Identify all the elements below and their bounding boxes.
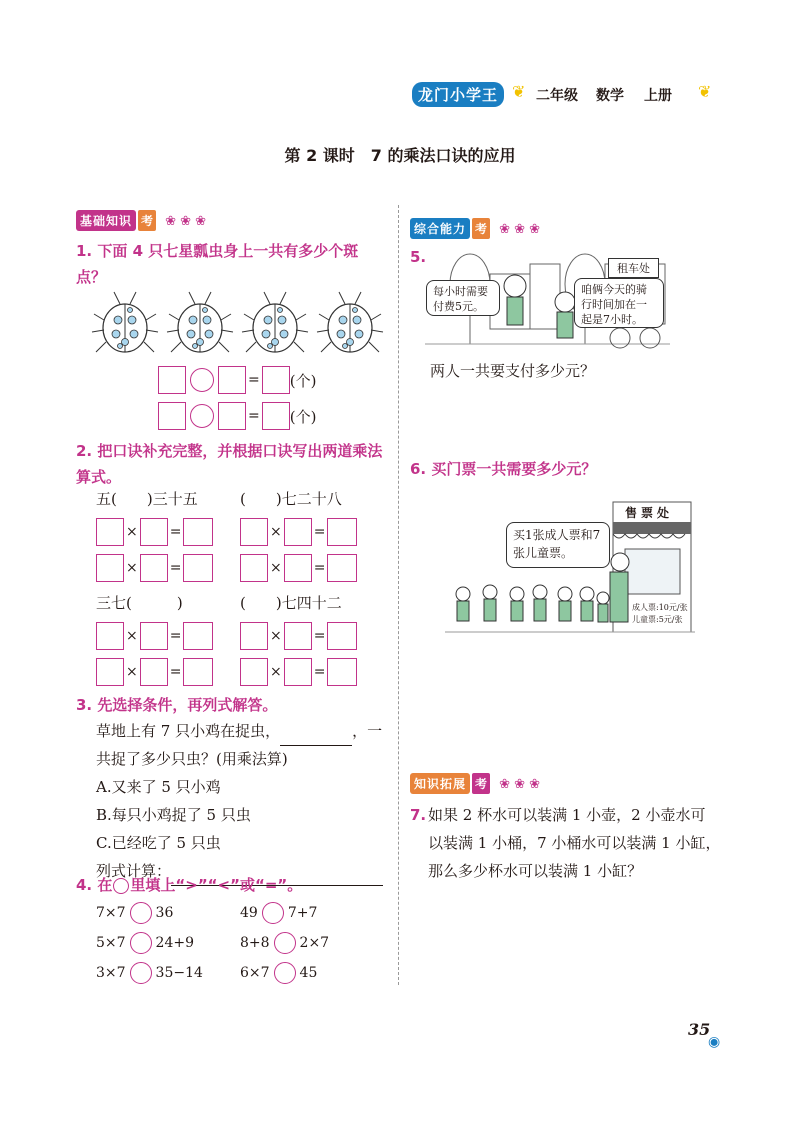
compare-item: 3×7 35−14 — [96, 962, 203, 984]
compare-circle[interactable] — [274, 932, 296, 954]
compare-circle[interactable] — [130, 962, 152, 984]
compare-item: 8+8 2×7 — [240, 932, 329, 954]
butterfly-decor-icon: ❀ ❀ ❀ — [165, 214, 207, 229]
compare-item: 5×7 24+9 — [96, 932, 194, 954]
q2-number: 2. — [76, 442, 93, 460]
q5-number: 5. — [410, 248, 427, 266]
unit-label: (个) — [289, 371, 317, 390]
unit-label: (个) — [289, 407, 317, 426]
rental-shop-sign: 租车处 — [608, 258, 659, 278]
section-label: 知识拓展 — [410, 773, 470, 794]
answer-box[interactable] — [158, 402, 186, 430]
answer-box[interactable] — [96, 518, 124, 546]
kao-badge: 考 — [138, 210, 156, 231]
answer-box[interactable] — [327, 658, 357, 686]
speech-bubble-2: 咱俩今天的骑行时间加在一起是7小时。 — [574, 278, 664, 328]
section-label: 基础知识 — [76, 210, 136, 231]
q3-text: 3. 先选择条件，再列式解答。 — [76, 696, 278, 714]
kao-badge: 考 — [472, 773, 490, 794]
q7-line2: 以装满 1 小桶，7 小桶水可以装满 1 小缸， — [428, 834, 721, 852]
answer-box[interactable] — [262, 366, 290, 394]
adult-price-label: 成人票:10元/张 — [632, 603, 688, 612]
q2-eq-row: × = — [96, 554, 213, 582]
q1-equation-row: = (个) — [158, 366, 316, 394]
answer-box[interactable] — [327, 518, 357, 546]
butterfly-icon: ❦ — [698, 82, 712, 101]
brand-logo: 龙门小学王 — [412, 82, 504, 107]
compare-circle[interactable] — [274, 962, 296, 984]
compare-circle[interactable] — [262, 902, 284, 924]
circle-symbol-icon — [113, 878, 129, 894]
answer-box[interactable] — [183, 622, 213, 650]
ladybugs-illustration — [90, 290, 390, 360]
compare-item: 7×7 36 — [96, 902, 173, 924]
kao-badge: 考 — [472, 218, 490, 239]
child-price-label: 儿童票:5元/张 — [632, 615, 683, 624]
answer-box[interactable] — [218, 366, 246, 394]
lesson-title: 第 2 课时 7 的乘法口诀的应用 — [284, 146, 516, 165]
q3-line1: 草地上有 7 只小鸡在捉虫， ，一 — [96, 716, 382, 746]
q3-line2: 共捉了多少只虫？(用乘法算) — [96, 750, 288, 768]
answer-box[interactable] — [140, 554, 168, 582]
q3-option-b: B.每只小鸡捉了 5 只虫 — [96, 806, 251, 824]
q2-eq-row: × = — [240, 658, 357, 686]
q5-question: 两人一共要支付多少元？ — [430, 362, 596, 380]
rhyme-2: ( )七二十八 — [240, 490, 342, 508]
speech-bubble-1: 每小时需要付费5元。 — [426, 280, 500, 316]
ticket-booth-sign: 售票处 — [625, 506, 674, 520]
answer-box[interactable] — [327, 622, 357, 650]
answer-box[interactable] — [218, 402, 246, 430]
q2-text: 2. 把口诀补充完整，并根据口诀写出两道乘法算式。 — [76, 442, 383, 486]
q2-eq-row: × = — [96, 622, 213, 650]
q2-eq-row: × = — [240, 554, 357, 582]
answer-box[interactable] — [240, 518, 268, 546]
q1-number: 1. — [76, 242, 93, 260]
q1-text: 1. 下面 4 只七星瓢虫身上一共有多少个斑点？ — [76, 242, 359, 286]
butterfly-icon: ❦ — [512, 82, 526, 101]
snail-icon: ◉ — [708, 1034, 721, 1050]
answer-box[interactable] — [183, 658, 213, 686]
answer-box[interactable] — [96, 554, 124, 582]
speech-bubble-ticket: 买1张成人票和7张儿童票。 — [506, 522, 610, 568]
page-number: 35 — [688, 1020, 711, 1039]
operator-circle[interactable] — [190, 368, 214, 392]
operator-circle[interactable] — [190, 404, 214, 428]
answer-box[interactable] — [284, 658, 312, 686]
answer-box[interactable] — [284, 622, 312, 650]
compare-circle[interactable] — [130, 902, 152, 924]
answer-box[interactable] — [183, 518, 213, 546]
compare-item: 6×7 45 — [240, 962, 317, 984]
answer-box[interactable] — [262, 402, 290, 430]
answer-box[interactable] — [96, 658, 124, 686]
q7-line1: 如果 2 杯水可以装满 1 小壶，2 小壶水可 — [428, 806, 706, 824]
subject-label: 数学 — [596, 88, 624, 104]
condition-blank[interactable] — [280, 725, 352, 746]
answer-box[interactable] — [284, 554, 312, 582]
answer-box[interactable] — [96, 622, 124, 650]
answer-box[interactable] — [158, 366, 186, 394]
q4-number: 4. — [76, 876, 93, 894]
q3-option-a: A.又来了 5 只小鸡 — [96, 778, 221, 796]
rhyme-4: ( )七四十二 — [240, 594, 342, 612]
q3-number: 3. — [76, 696, 93, 714]
q6-number: 6. — [410, 460, 427, 478]
column-divider — [398, 205, 399, 985]
butterfly-decor-icon: ❀ ❀ ❀ — [499, 777, 541, 792]
q1-equation-row: = (个) — [158, 402, 316, 430]
volume-label: 上册 — [644, 88, 672, 104]
section-extension-header — [410, 773, 540, 794]
answer-box[interactable] — [240, 554, 268, 582]
q2-eq-row: × = — [240, 622, 357, 650]
answer-box[interactable] — [240, 658, 268, 686]
section-comprehensive-header — [410, 218, 540, 239]
butterfly-decor-icon: ❀ ❀ ❀ — [499, 222, 541, 237]
header-bar — [412, 82, 742, 108]
rhyme-3: 三七( ) — [96, 594, 183, 612]
answer-box[interactable] — [140, 658, 168, 686]
answer-box[interactable] — [140, 622, 168, 650]
q3-calc: 列式计算： — [96, 856, 383, 886]
q7-number: 7. — [410, 806, 427, 824]
grade-label: 二年级 — [536, 88, 578, 104]
section-label: 综合能力 — [410, 218, 470, 239]
q2-eq-row: × = — [96, 658, 213, 686]
q4-text: 4. 在 里填上“>”“<”或“=”。 — [76, 876, 303, 894]
q3-option-c: C.已经吃了 5 只虫 — [96, 834, 221, 852]
compare-item: 49 7+7 — [240, 902, 317, 924]
answer-box[interactable] — [284, 518, 312, 546]
answer-box[interactable] — [183, 554, 213, 582]
q6-text: 6. 买门票一共需要多少元？ — [410, 460, 597, 478]
section-basic-header — [76, 210, 206, 231]
rhyme-1: 五( )三十五 — [96, 490, 198, 508]
answer-box[interactable] — [327, 554, 357, 582]
compare-circle[interactable] — [130, 932, 152, 954]
answer-box[interactable] — [240, 622, 268, 650]
q2-eq-row: × = — [96, 518, 213, 546]
q7-line3: 那么多少杯水可以装满 1 小缸？ — [428, 862, 643, 880]
q2-eq-row: × = — [240, 518, 357, 546]
answer-box[interactable] — [140, 518, 168, 546]
